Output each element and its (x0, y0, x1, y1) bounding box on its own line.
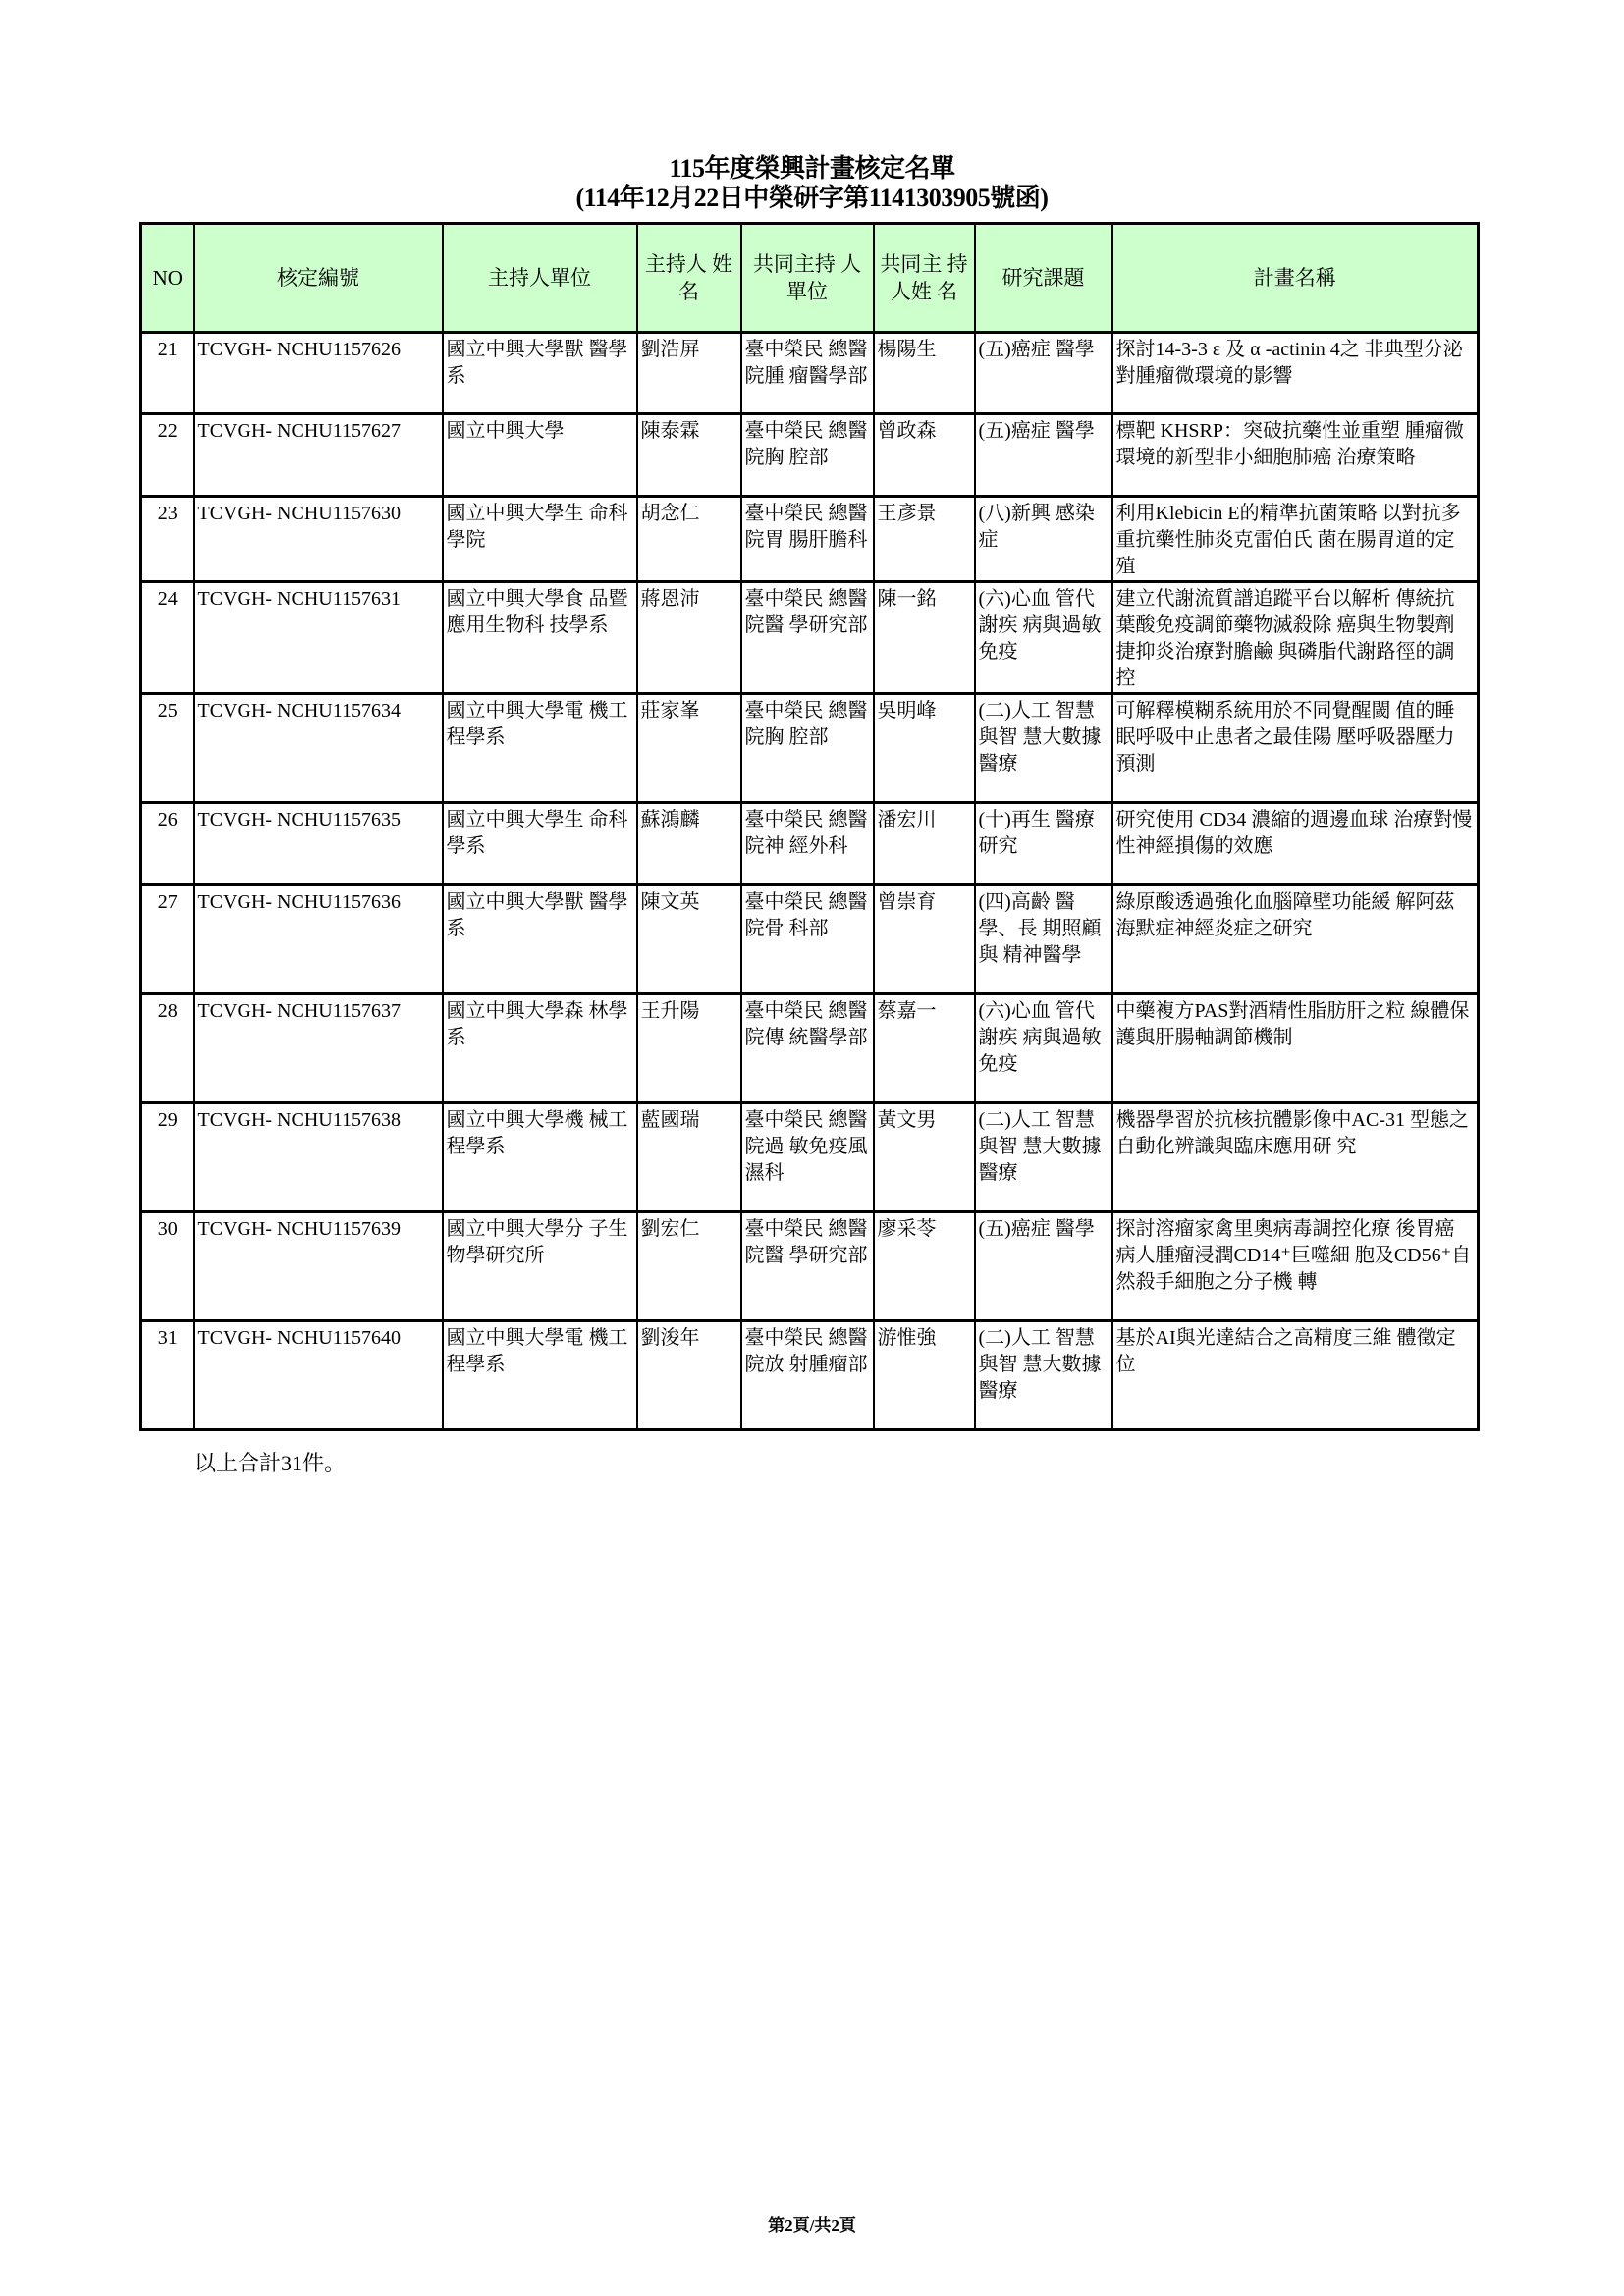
cell-pi-name: 劉宏仁 (637, 1212, 741, 1321)
cell-approval-id: TCVGH- NCHU1157634 (194, 694, 443, 803)
cell-no: 24 (141, 582, 194, 694)
cell-pi-unit: 國立中興大學電 機工程學系 (443, 1321, 637, 1430)
table-row (141, 497, 1479, 582)
document-title-block (0, 154, 1624, 213)
cell-co-pi-unit: 臺中榮民 總醫院放 射腫瘤部 (741, 1321, 874, 1430)
cell-pi-name: 藍國瑞 (637, 1103, 741, 1212)
cell-co-pi-name: 吳明峰 (874, 694, 975, 803)
cell-approval-id: TCVGH- NCHU1157636 (194, 885, 443, 994)
table-row (141, 885, 1479, 994)
cell-topic: (十)再生 醫療研究 (975, 803, 1112, 885)
approved-projects-table (139, 222, 1480, 1431)
cell-pi-name: 陳文英 (637, 885, 741, 994)
table-row (141, 333, 1479, 414)
cell-project-name: 綠原酸透過強化血腦障壁功能緩 解阿茲海默症神經炎症之研究 (1112, 885, 1479, 994)
cell-project-name: 標靶 KHSRP：突破抗藥性並重塑 腫瘤微環境的新型非小細胞肺癌 治療策略 (1112, 414, 1479, 497)
cell-project-name: 可解釋模糊系統用於不同覺醒閾 值的睡眠呼吸中止患者之最佳陽 壓呼吸器壓力預測 (1112, 694, 1479, 803)
cell-approval-id: TCVGH- NCHU1157630 (194, 497, 443, 582)
cell-project-name: 基於AI與光達結合之高精度三維 體徵定位 (1112, 1321, 1479, 1430)
cell-topic: (八)新興 感染症 (975, 497, 1112, 582)
cell-topic: (五)癌症 醫學 (975, 414, 1112, 497)
cell-approval-id: TCVGH- NCHU1157639 (194, 1212, 443, 1321)
cell-pi-name: 蘇鴻麟 (637, 803, 741, 885)
cell-topic: (六)心血 管代謝疾 病與過敏 免疫 (975, 582, 1112, 694)
header-project-name: 計畫名稱 (1112, 224, 1479, 333)
cell-topic: (五)癌症 醫學 (975, 333, 1112, 414)
cell-pi-name: 陳泰霖 (637, 414, 741, 497)
cell-co-pi-name: 曾政森 (874, 414, 975, 497)
cell-pi-unit: 國立中興大學生 命科學院 (443, 497, 637, 582)
header-co-pi-unit: 共同主持 人單位 (741, 224, 874, 333)
cell-topic: (六)心血 管代謝疾 病與過敏 免疫 (975, 994, 1112, 1103)
cell-pi-unit: 國立中興大學食 品暨應用生物科 技學系 (443, 582, 637, 694)
cell-no: 25 (141, 694, 194, 803)
cell-approval-id: TCVGH- NCHU1157635 (194, 803, 443, 885)
cell-pi-unit: 國立中興大學電 機工程學系 (443, 694, 637, 803)
table-row (141, 694, 1479, 803)
cell-no: 22 (141, 414, 194, 497)
cell-co-pi-name: 廖采苓 (874, 1212, 975, 1321)
cell-pi-name: 劉浩屏 (637, 333, 741, 414)
cell-co-pi-unit: 臺中榮民 總醫院傳 統醫學部 (741, 994, 874, 1103)
cell-project-name: 建立代謝流質譜追蹤平台以解析 傳統抗葉酸免疫調節藥物滅殺除 癌與生物製劑捷抑炎治療對膽鹼 與磷脂代謝路徑的調控 (1112, 582, 1479, 694)
cell-no: 31 (141, 1321, 194, 1430)
cell-pi-unit: 國立中興大學森 林學系 (443, 994, 637, 1103)
cell-pi-name: 莊家峯 (637, 694, 741, 803)
table-row (141, 582, 1479, 694)
header-topic: 研究課題 (975, 224, 1112, 333)
cell-co-pi-unit: 臺中榮民 總醫院胸 腔部 (741, 694, 874, 803)
table-row (141, 414, 1479, 497)
table-row (141, 1321, 1479, 1430)
cell-co-pi-unit: 臺中榮民 總醫院骨 科部 (741, 885, 874, 994)
table-header-row (141, 224, 1479, 333)
header-pi-name: 主持人 姓名 (637, 224, 741, 333)
cell-co-pi-name: 潘宏川 (874, 803, 975, 885)
cell-project-name: 利用Klebicin E的精準抗菌策略 以對抗多重抗藥性肺炎克雷伯氏 菌在腸胃道的定殖 (1112, 497, 1479, 582)
cell-pi-unit: 國立中興大學生 命科學系 (443, 803, 637, 885)
page-indicator: 第2頁/共2頁 (768, 2216, 856, 2235)
cell-approval-id: TCVGH- NCHU1157627 (194, 414, 443, 497)
cell-approval-id: TCVGH- NCHU1157631 (194, 582, 443, 694)
cell-co-pi-name: 蔡嘉一 (874, 994, 975, 1103)
cell-approval-id: TCVGH- NCHU1157640 (194, 1321, 443, 1430)
table-row (141, 803, 1479, 885)
header-pi-unit: 主持人單位 (443, 224, 637, 333)
cell-no: 27 (141, 885, 194, 994)
cell-project-name: 探討14-3-3 ε 及 α -actinin 4之 非典型分泌對腫瘤微環境的影響 (1112, 333, 1479, 414)
total-count-note: 以上合計31件。 (194, 1451, 347, 1475)
cell-pi-name: 王升陽 (637, 994, 741, 1103)
cell-pi-name: 胡念仁 (637, 497, 741, 582)
cell-pi-name: 蔣恩沛 (637, 582, 741, 694)
table-row (141, 1103, 1479, 1212)
cell-project-name: 探討溶瘤家禽里奧病毒調控化療 後胃癌病人腫瘤浸潤CD14⁺巨噬細 胞及CD56⁺自然殺手細胞之分子機 轉 (1112, 1212, 1479, 1321)
cell-pi-unit: 國立中興大學機 械工程學系 (443, 1103, 637, 1212)
cell-no: 28 (141, 994, 194, 1103)
cell-no: 21 (141, 333, 194, 414)
cell-co-pi-unit: 臺中榮民 總醫院胃 腸肝膽科 (741, 497, 874, 582)
cell-approval-id: TCVGH- NCHU1157637 (194, 994, 443, 1103)
cell-project-name: 研究使用 CD34 濃縮的週邊血球 治療對慢性神經損傷的效應 (1112, 803, 1479, 885)
header-no: NO (141, 224, 194, 333)
cell-approval-id: TCVGH- NCHU1157626 (194, 333, 443, 414)
cell-co-pi-unit: 臺中榮民 總醫院腫 瘤醫學部 (741, 333, 874, 414)
cell-topic: (二)人工 智慧與智 慧大數據 醫療 (975, 1103, 1112, 1212)
cell-no: 29 (141, 1103, 194, 1212)
cell-pi-unit: 國立中興大學 (443, 414, 637, 497)
cell-topic: (二)人工 智慧與智 慧大數據 醫療 (975, 694, 1112, 803)
cell-no: 26 (141, 803, 194, 885)
cell-pi-unit: 國立中興大學獸 醫學系 (443, 333, 637, 414)
cell-co-pi-name: 黃文男 (874, 1103, 975, 1212)
cell-no: 23 (141, 497, 194, 582)
cell-co-pi-unit: 臺中榮民 總醫院過 敏免疫風 濕科 (741, 1103, 874, 1212)
cell-pi-unit: 國立中興大學分 子生物學研究所 (443, 1212, 637, 1321)
cell-co-pi-name: 游惟強 (874, 1321, 975, 1430)
cell-co-pi-unit: 臺中榮民 總醫院神 經外科 (741, 803, 874, 885)
header-approval-id: 核定編號 (194, 224, 443, 333)
cell-co-pi-unit: 臺中榮民 總醫院醫 學研究部 (741, 1212, 874, 1321)
page-title: 115年度榮興計畫核定名單 (669, 154, 955, 183)
cell-topic: (二)人工 智慧與智 慧大數據 醫療 (975, 1321, 1112, 1430)
cell-pi-unit: 國立中興大學獸 醫學系 (443, 885, 637, 994)
page-subtitle: (114年12月22日中榮研字第1141303905號函) (575, 184, 1049, 212)
table-row (141, 994, 1479, 1103)
header-co-pi-name: 共同主 持人姓 名 (874, 224, 975, 333)
cell-co-pi-name: 楊陽生 (874, 333, 975, 414)
cell-pi-name: 劉浚年 (637, 1321, 741, 1430)
cell-topic: (四)高齡 醫學、長 期照顧與 精神醫學 (975, 885, 1112, 994)
cell-co-pi-name: 王彥景 (874, 497, 975, 582)
table-row (141, 1212, 1479, 1321)
cell-approval-id: TCVGH- NCHU1157638 (194, 1103, 443, 1212)
cell-project-name: 機器學習於抗核抗體影像中AC-31 型態之自動化辨識與臨床應用研 究 (1112, 1103, 1479, 1212)
cell-co-pi-name: 陳一銘 (874, 582, 975, 694)
cell-co-pi-unit: 臺中榮民 總醫院醫 學研究部 (741, 582, 874, 694)
cell-project-name: 中藥複方PAS對酒精性脂肪肝之粒 線體保護與肝腸軸調節機制 (1112, 994, 1479, 1103)
cell-topic: (五)癌症 醫學 (975, 1212, 1112, 1321)
cell-co-pi-name: 曾崇育 (874, 885, 975, 994)
cell-no: 30 (141, 1212, 194, 1321)
cell-co-pi-unit: 臺中榮民 總醫院胸 腔部 (741, 414, 874, 497)
